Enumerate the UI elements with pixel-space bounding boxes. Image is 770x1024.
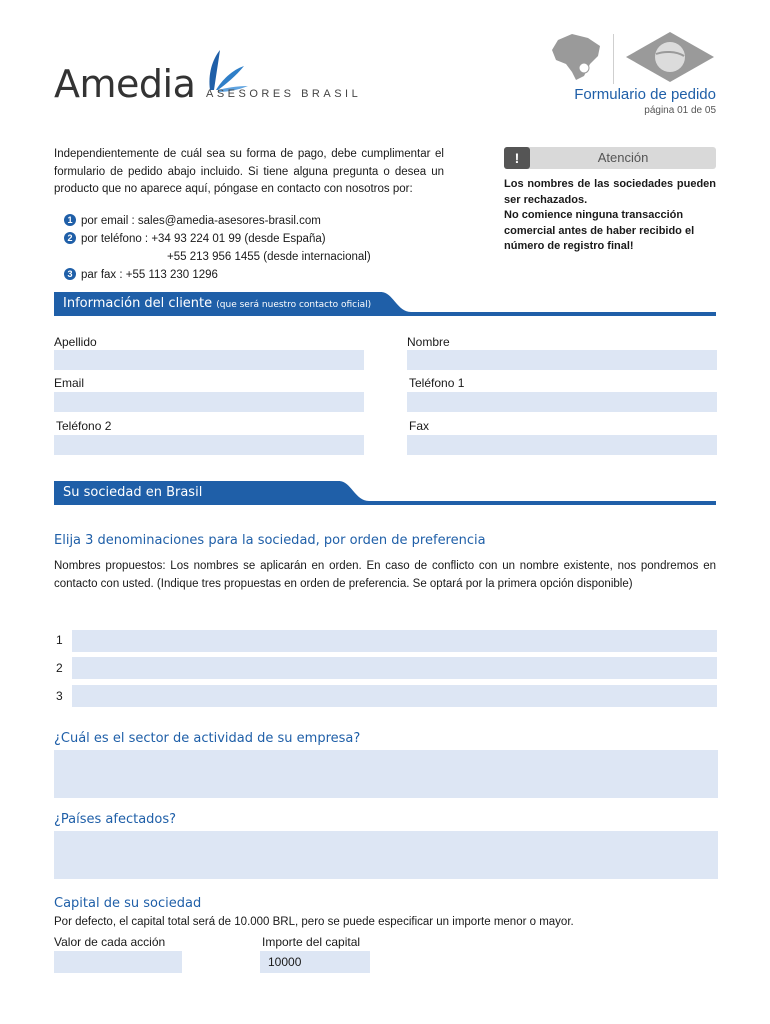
capital-help: Por defecto, el capital total será de 10.000 BRL, pero se puede especificar un importe menor o mayor. <box>54 916 574 928</box>
company-section-title: Su sociedad en Brasil <box>63 485 203 500</box>
warning-icon: ! <box>504 147 530 169</box>
names-question: Elija 3 denominaciones para la sociedad, por orden de preferencia <box>54 533 486 548</box>
section-line <box>54 312 716 316</box>
contact-phone-intl: +55 213 956 1455 (desde internacional) <box>167 251 371 263</box>
attention-title: Atención <box>597 150 649 165</box>
section-line <box>54 501 716 505</box>
capital-amount-label: Importe del capital <box>262 935 361 949</box>
name-input-3[interactable] <box>72 685 717 707</box>
intro-text: Independientemente de cuál sea su forma de pago, debe cumplimentar el formulario de pedido abajo incluido. Si tiene alguna pregunta o desea un producto que no aparece aquí, póngase en contacto con nosotros por: <box>54 148 444 195</box>
nombre-label: Nombre <box>407 335 450 349</box>
countries-textarea[interactable] <box>54 831 718 879</box>
telefono2-label: Teléfono 2 <box>56 419 112 433</box>
contact-email-text[interactable]: por email : sales@amedia-asesores-brasil.com <box>81 215 321 227</box>
number-badge: 1 <box>64 214 76 226</box>
name-input-2[interactable] <box>72 657 717 679</box>
telefono2-input[interactable] <box>54 435 364 455</box>
contact-item-phone <box>64 230 464 248</box>
fax-label: Fax <box>409 419 430 433</box>
attention-header <box>504 147 716 169</box>
telefono1-input[interactable] <box>407 392 717 412</box>
email-input[interactable] <box>54 392 364 412</box>
logo <box>54 44 364 106</box>
contact-item-fax <box>64 266 464 284</box>
nombre-input[interactable] <box>407 350 717 370</box>
name-number-1: 1 <box>56 633 63 647</box>
sector-question: ¿Cuál es el sector de actividad de su empresa? <box>54 731 361 746</box>
name-input-1[interactable] <box>72 630 717 652</box>
name-number-3: 3 <box>56 689 63 703</box>
telefono1-label: Teléfono 1 <box>409 376 465 390</box>
contact-phone-text: por teléfono : +34 93 224 01 99 (desde España) <box>81 233 326 245</box>
logo-sub-text: ASESORES BRASIL <box>206 88 362 100</box>
page-number: página 01 de 05 <box>644 105 716 116</box>
brazil-map-icon <box>548 30 604 84</box>
logo-main-text: Amedia <box>54 62 196 106</box>
capital-amount-input[interactable] <box>260 951 370 973</box>
apellido-label: Apellido <box>54 335 97 349</box>
email-label: Email <box>54 376 85 390</box>
number-badge: 2 <box>64 232 76 244</box>
form-title: Formulario de pedido <box>574 86 716 103</box>
fax-input[interactable] <box>407 435 717 455</box>
number-badge: 3 <box>64 268 76 280</box>
attention-line-2: No comience ninguna transacción comercial antes de haber recibido el número de registro final! <box>504 209 695 252</box>
client-section-header <box>54 292 716 316</box>
attention-line-1: Los nombres de las sociedades pueden ser rechazados. <box>504 178 716 206</box>
contact-item-email <box>64 212 464 230</box>
apellido-input[interactable] <box>54 350 364 370</box>
client-section-title: Información del cliente <box>63 296 213 311</box>
share-value-input[interactable] <box>54 951 182 973</box>
names-help: Nombres propuestos: Los nombres se aplicarán en orden. En caso de conflicto con un nombre existente, nos pondremos en contacto con usted. (Indique tres propuestas en orden de preferencia. Se optará por la primera opción disponible) <box>54 560 716 590</box>
capital-title: Capital de su sociedad <box>54 896 202 911</box>
contact-list <box>64 212 464 284</box>
divider <box>613 34 614 84</box>
countries-question: ¿Países afectados? <box>54 812 177 827</box>
client-section-subtitle: (que será nuestro contacto oficial) <box>216 300 372 310</box>
brazil-flag-icon <box>624 30 716 84</box>
contact-fax-text: par fax : +55 113 230 1296 <box>81 269 218 281</box>
sector-textarea[interactable] <box>54 750 718 798</box>
name-number-2: 2 <box>56 661 63 675</box>
company-section-header <box>54 481 716 505</box>
share-value-label: Valor de cada acción <box>54 935 166 949</box>
